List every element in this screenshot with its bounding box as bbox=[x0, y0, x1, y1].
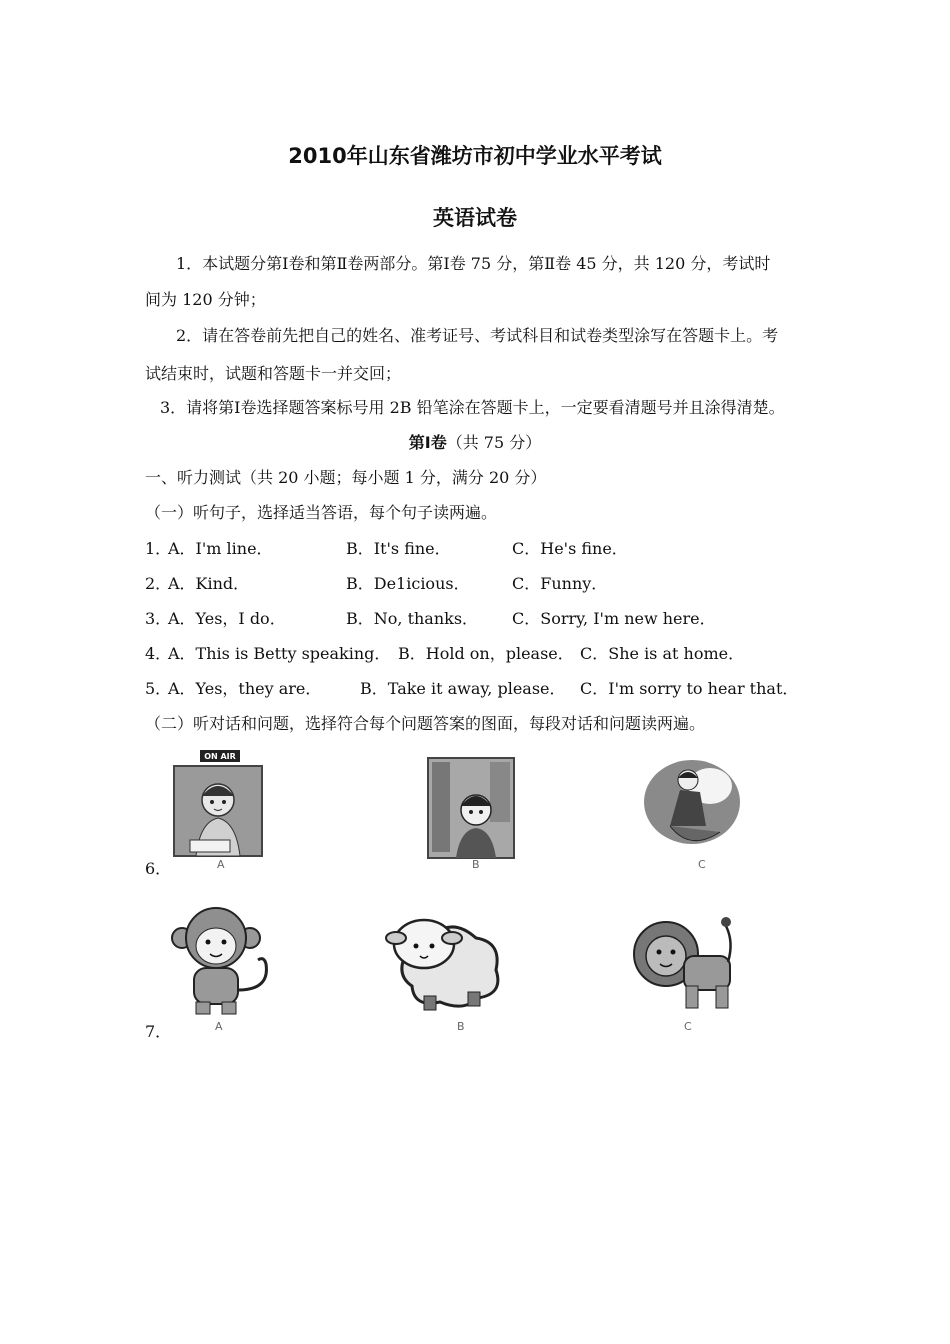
q3-option-b: B．No, thanks． bbox=[346, 609, 479, 628]
q7-caption-a: A bbox=[215, 1020, 223, 1033]
dancer-picture bbox=[640, 756, 744, 856]
section1-sub2: （二）听对话和问题，选择符合每个问题答案的图面，每段对话和问题读两遍。 bbox=[145, 714, 706, 733]
q1-number: 1． bbox=[145, 539, 172, 558]
q5-option-b: B．Take it away, please． bbox=[360, 679, 566, 698]
q7-caption-b: B bbox=[457, 1020, 465, 1033]
q3-option-a: A．Yes，I do． bbox=[168, 609, 286, 628]
instruction-3: 3．请将第Ⅰ卷选择题答案标号用 2B 铅笔涂在答题卡上，一定要看清题号并且涂得清楚。 bbox=[160, 398, 785, 417]
q6-caption-c: C bbox=[698, 858, 706, 871]
part1-score: （共 75 分） bbox=[446, 433, 542, 452]
q2-option-b: B．De1icious． bbox=[346, 574, 470, 593]
page-title: 2010年山东省潍坊市初中学业水平考试 bbox=[288, 144, 662, 168]
q5-option-c: C．I'm sorry to hear that． bbox=[580, 679, 799, 698]
q3-number: 3． bbox=[145, 609, 172, 628]
q2-option-a: A．Kind． bbox=[168, 574, 250, 593]
q6-caption-b: B bbox=[472, 858, 480, 871]
part1-title: 第Ⅰ卷 bbox=[408, 433, 447, 452]
q5-number: 5． bbox=[145, 679, 172, 698]
student-picture bbox=[426, 756, 516, 860]
part1-heading bbox=[0, 433, 950, 453]
q7-caption-c: C bbox=[684, 1020, 692, 1033]
instruction-1: 1．本试题分第Ⅰ卷和第Ⅱ卷两部分。第Ⅰ卷 75 分，第Ⅱ卷 45 分，共 120 分，考试时 bbox=[176, 254, 771, 273]
monkey-picture bbox=[170, 904, 274, 1020]
page-subtitle: 英语试卷 bbox=[433, 206, 517, 230]
q4-option-c: C．She is at home． bbox=[580, 644, 745, 663]
q3-option-c: C．Sorry, I'm new here． bbox=[512, 609, 716, 628]
q6-caption-a: A bbox=[217, 858, 225, 871]
q1-option-a: A．I'm line． bbox=[168, 539, 273, 558]
section1-sub1: （一）听句子，选择适当答语，每个句子读两遍。 bbox=[145, 503, 498, 522]
instruction-2: 2．请在答卷前先把自己的姓名、准考证号、考试科目和试卷类型涂写在答题卡上。考 bbox=[176, 326, 779, 345]
q4-option-a: A．This is Betty speaking． bbox=[168, 644, 391, 663]
on-air-label: ON AIR bbox=[204, 752, 236, 761]
q7-number: 7． bbox=[145, 1022, 172, 1041]
sheep-picture bbox=[384, 908, 508, 1016]
q2-option-c: C．Funny． bbox=[512, 574, 608, 593]
q4-number: 4． bbox=[145, 644, 172, 663]
q4-option-b: B．Hold on，please． bbox=[398, 644, 574, 663]
q6-number: 6． bbox=[145, 859, 172, 878]
radio-host-picture bbox=[170, 748, 266, 860]
instruction-2-cont: 试结束时，试题和答题卡一并交回； bbox=[145, 364, 402, 383]
q5-option-a: A．Yes，they are． bbox=[168, 679, 322, 698]
lion-picture bbox=[630, 912, 738, 1016]
q1-option-c: C．He's fine． bbox=[512, 539, 628, 558]
section1-title: 一、听力测试（共 20 小题；每小题 1 分，满分 20 分） bbox=[145, 468, 547, 487]
q1-option-b: B．It's fine． bbox=[346, 539, 451, 558]
q2-number: 2． bbox=[145, 574, 172, 593]
instruction-1-cont: 间为 120 分钟； bbox=[145, 290, 266, 309]
